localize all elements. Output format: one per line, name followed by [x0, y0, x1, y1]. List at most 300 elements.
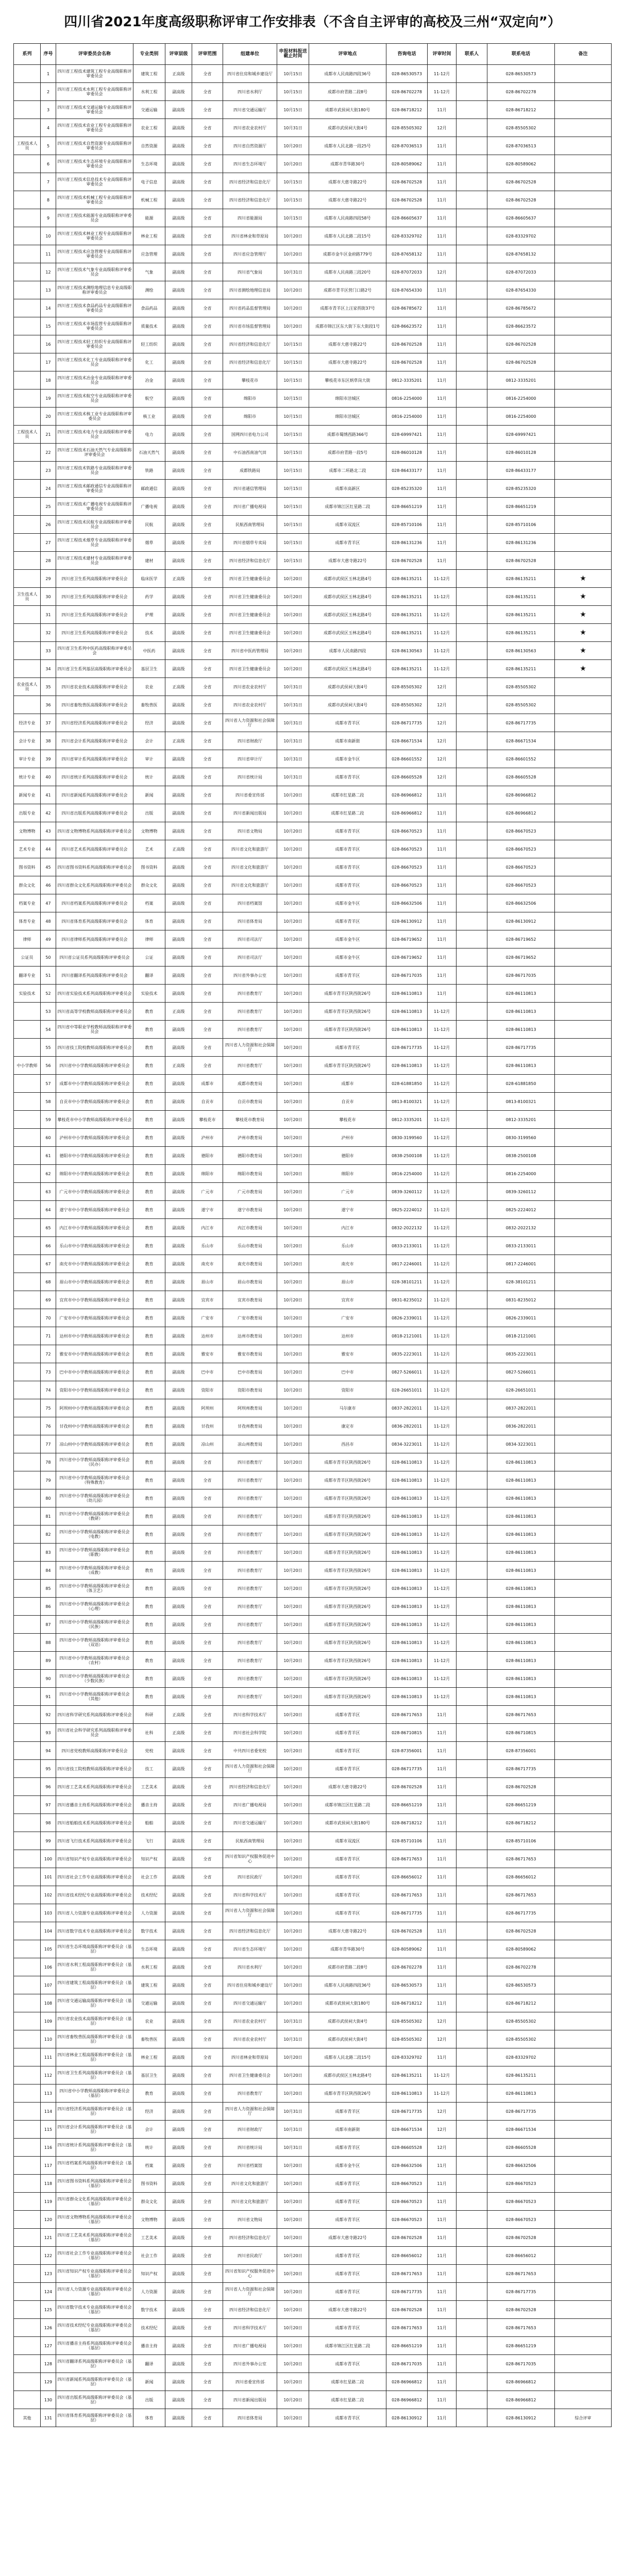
table-cell: 飞行: [133, 1832, 165, 1850]
table-cell: 12月: [428, 2121, 457, 2139]
table-cell: 028-86671534: [487, 732, 555, 750]
table-cell: [555, 1706, 612, 1724]
table-cell: 028-86110813: [386, 1616, 428, 1634]
table-cell: 四川省工程技术生态环境专业高级职称评审委员会: [56, 155, 133, 173]
table-cell: 028-86670523: [487, 840, 555, 858]
table-cell: [555, 335, 612, 353]
table-cell: 10月20日: [277, 1976, 309, 1994]
table-cell: 律师: [133, 930, 165, 948]
table-cell: 全省: [192, 317, 223, 335]
table-cell: 成都市青羊区: [309, 2193, 386, 2211]
table-cell: 028-87658132: [487, 245, 555, 263]
table-cell: [14, 353, 41, 371]
table-cell: [555, 155, 612, 173]
table-cell: 四川省工程技术铁路专业高级职称评审委员会: [56, 462, 133, 480]
table-cell: 028-86717735: [386, 1039, 428, 1057]
table-cell: 成都市青羊区: [309, 822, 386, 840]
table-cell: 雅安市: [309, 1345, 386, 1363]
table-cell: 全省: [192, 1814, 223, 1832]
table-cell: 宜宾市: [192, 1291, 223, 1309]
table-row: [14, 1814, 612, 1832]
table-cell: [457, 1688, 487, 1706]
table-cell: 护理: [133, 606, 165, 624]
table-cell: 成都市武侯祠大街180号: [309, 1814, 386, 1832]
table-cell: 教育: [133, 1345, 165, 1363]
table-cell: 11月: [428, 2355, 457, 2373]
table-cell: 12月: [428, 732, 457, 750]
table-cell: [14, 642, 41, 660]
table-row: [14, 1976, 612, 1994]
table-row: [14, 858, 612, 876]
table-cell: 成都市青羊区陕西街26号: [309, 1021, 386, 1039]
table-cell: 11月: [428, 353, 457, 371]
table-cell: 四川省群众文化系列高级职称评审委员会（基层）: [56, 2193, 133, 2211]
table-cell: 正高级: [165, 840, 192, 858]
table-cell: ★: [555, 570, 612, 588]
table-row: [14, 1381, 612, 1399]
table-cell: [555, 2391, 612, 2409]
table-cell: 028-86135211: [487, 570, 555, 588]
table-cell: [457, 245, 487, 263]
table-cell: 10月20日: [277, 786, 309, 804]
table-cell: [457, 534, 487, 552]
table-cell: 全省: [192, 876, 223, 894]
table-cell: [14, 1778, 41, 1796]
table-row: [14, 480, 612, 498]
table-cell: 数字技术: [133, 1922, 165, 1940]
table-cell: [457, 1526, 487, 1544]
table-cell: 10月20日: [277, 1129, 309, 1147]
table-cell: 科研: [133, 1706, 165, 1724]
table-cell: 028-86718212: [386, 101, 428, 119]
table-cell: 028-86110813: [487, 1526, 555, 1544]
table-cell: 内江市: [192, 1219, 223, 1237]
column-header: 专业类别: [133, 44, 165, 65]
table-cell: [555, 227, 612, 245]
table-cell: 0839-3260112: [386, 1183, 428, 1201]
table-cell: 028-86651219: [487, 2337, 555, 2355]
table-cell: 电力: [133, 426, 165, 444]
table-cell: 成都市青羊区陕西街26号: [309, 1507, 386, 1526]
table-cell: 副高级: [165, 1796, 192, 1814]
table-cell: 四川省财政厅: [223, 732, 277, 750]
table-cell: 四川省出版系列高级职称评审委员会（基层）: [56, 2391, 133, 2409]
table-row: [14, 353, 612, 371]
table-cell: 全省: [192, 642, 223, 660]
table-cell: [14, 534, 41, 552]
table-cell: 全省: [192, 1760, 223, 1778]
table-cell: 成都市高新区: [309, 480, 386, 498]
table-cell: [555, 191, 612, 209]
table-cell: ★: [555, 624, 612, 642]
table-cell: 028-86110813: [386, 1580, 428, 1598]
table-cell: [555, 2012, 612, 2030]
table-cell: [14, 1724, 41, 1742]
table-cell: 17: [41, 353, 56, 371]
table-cell: 12月: [428, 2103, 457, 2121]
table-cell: 四川省工程技术应急管理专业高级职称评审委员会: [56, 245, 133, 263]
table-cell: 10月20日: [277, 2373, 309, 2391]
table-cell: [555, 1489, 612, 1507]
table-cell: 副高级: [165, 2211, 192, 2229]
table-cell: 028-86135211: [386, 588, 428, 606]
table-cell: 0818-2121001: [386, 1327, 428, 1345]
table-cell: 图书资料: [133, 858, 165, 876]
table-cell: 028-86656012: [386, 1868, 428, 1886]
table-cell: [555, 534, 612, 552]
table-cell: 全省: [192, 299, 223, 317]
table-row: [14, 2211, 612, 2229]
table-cell: 副高级: [165, 1994, 192, 2012]
table-cell: 教育: [133, 1381, 165, 1399]
table-cell: 028-83329702: [386, 2048, 428, 2066]
table-row: [14, 948, 612, 967]
table-cell: 11-12月: [428, 2084, 457, 2103]
table-cell: [457, 1021, 487, 1039]
table-cell: 综合评审: [555, 2409, 612, 2427]
table-cell: 10月20日: [277, 624, 309, 642]
table-cell: [555, 1868, 612, 1886]
table-cell: 全省: [192, 2139, 223, 2157]
table-cell: 11-12月: [428, 1489, 457, 1507]
table-cell: [555, 1886, 612, 1904]
table-cell: [555, 1850, 612, 1868]
table-cell: 副高级: [165, 2373, 192, 2391]
table-cell: 成都市金牛区: [309, 930, 386, 948]
table-cell: 四川省档案馆: [223, 894, 277, 912]
table-cell: 成都市: [309, 1075, 386, 1093]
table-cell: 028-86717653: [386, 1706, 428, 1724]
table-cell: 62: [41, 1165, 56, 1183]
table-cell: 98: [41, 1814, 56, 1832]
table-cell: 民航西南管理局: [223, 1832, 277, 1850]
table-cell: 028-86671534: [487, 2121, 555, 2139]
table-row: [14, 2193, 612, 2211]
table-cell: 宜宾市: [309, 1291, 386, 1309]
table-cell: 0817-2246001: [487, 1255, 555, 1273]
table-cell: [555, 1363, 612, 1381]
table-cell: [457, 1471, 487, 1489]
table-cell: 眉山市教育局: [223, 1273, 277, 1291]
table-cell: 028-86717735: [386, 2283, 428, 2301]
table-cell: 10月20日: [277, 840, 309, 858]
table-cell: [14, 335, 41, 353]
table-cell: [457, 750, 487, 768]
table-cell: 自贡市教育局: [223, 1093, 277, 1111]
table-cell: 副高级: [165, 2283, 192, 2301]
table-cell: 成都市武侯祠大街180号: [309, 101, 386, 119]
table-cell: 成都市青羊区: [309, 2409, 386, 2427]
table-cell: 11-12月: [428, 642, 457, 660]
table-cell: 成都市双流区: [309, 1832, 386, 1850]
table-cell: 10月20日: [277, 1724, 309, 1742]
table-cell: 建筑工程: [133, 1976, 165, 1994]
table-cell: 028-86530573: [386, 65, 428, 83]
table-cell: 10月20日: [277, 858, 309, 876]
table-cell: 028-86110813: [386, 1453, 428, 1471]
table-cell: 会计: [133, 732, 165, 750]
table-cell: 自贡市: [309, 1093, 386, 1111]
table-cell: 南充市: [309, 1255, 386, 1273]
table-cell: [555, 1471, 612, 1489]
table-cell: 教育: [133, 1255, 165, 1273]
table-cell: 11-12月: [428, 1309, 457, 1327]
table-cell: 全省: [192, 822, 223, 840]
table-cell: 10月31日: [277, 678, 309, 696]
table-cell: 教育: [133, 1237, 165, 1255]
table-cell: [555, 1904, 612, 1922]
table-row: [14, 1291, 612, 1309]
table-cell: 教育: [133, 1039, 165, 1057]
table-cell: 成都市人民北路二段15号: [309, 2048, 386, 2066]
table-cell: [14, 2103, 41, 2121]
table-cell: 四川省教育厅: [223, 1507, 277, 1526]
table-cell: 028-86110813: [386, 1670, 428, 1688]
table-cell: 75: [41, 1399, 56, 1417]
table-body: [14, 65, 612, 2427]
table-cell: 028-86702528: [487, 173, 555, 191]
table-cell: 成都市武侯区玉林北路4号: [309, 570, 386, 588]
table-cell: [14, 1399, 41, 1417]
table-cell: [457, 498, 487, 516]
table-cell: 四川省体育系列高级职称评审委员会: [56, 912, 133, 930]
table-cell: 10月20日: [277, 1345, 309, 1363]
table-cell: [555, 2355, 612, 2373]
table-row: [14, 2103, 612, 2121]
column-header: 评审时间: [428, 44, 457, 65]
table-cell: 11月: [428, 209, 457, 227]
table-cell: 四川省教育厅: [223, 1471, 277, 1489]
table-cell: 10月20日: [277, 1796, 309, 1814]
table-cell: 成都市武侯祠大街4号: [309, 2012, 386, 2030]
table-cell: 028-86670523: [487, 2211, 555, 2229]
table-cell: 成都市青羊区: [309, 2319, 386, 2337]
table-cell: [457, 299, 487, 317]
table-cell: [14, 2319, 41, 2337]
table-row: [14, 606, 612, 624]
table-row: [14, 786, 612, 804]
table-cell: 028-86966812: [487, 2373, 555, 2391]
table-cell: [555, 1129, 612, 1147]
table-cell: [457, 642, 487, 660]
table-cell: [555, 1453, 612, 1471]
table-cell: 10月20日: [277, 1219, 309, 1237]
table-cell: 11月: [428, 245, 457, 263]
table-cell: 广元市: [192, 1183, 223, 1201]
table-cell: 028-85505302: [386, 696, 428, 714]
table-cell: 028-86717653: [386, 1886, 428, 1904]
table-cell: 四川省社会科学研究系列高级职称评审委员会: [56, 1724, 133, 1742]
table-cell: 12月: [428, 750, 457, 768]
table-cell: 0839-3260112: [487, 1183, 555, 1201]
table-cell: [555, 1616, 612, 1634]
table-cell: 11月: [428, 534, 457, 552]
table-cell: [457, 894, 487, 912]
table-cell: 四川省经济系列高级职称评审委员会: [56, 714, 133, 732]
table-cell: 028-83329702: [487, 2048, 555, 2066]
table-cell: 028-86110813: [487, 1544, 555, 1562]
table-cell: [14, 480, 41, 498]
table-cell: 028-86670523: [487, 876, 555, 894]
table-cell: 副高级: [165, 1291, 192, 1309]
table-cell: 90: [41, 1670, 56, 1688]
table-cell: 11-12月: [428, 1021, 457, 1039]
table-cell: 028-86671534: [386, 2121, 428, 2139]
table-cell: 028-86702528: [487, 335, 555, 353]
table-cell: 教育: [133, 1129, 165, 1147]
table-cell: 028-86717735: [487, 1760, 555, 1778]
table-cell: [555, 1976, 612, 1994]
table-cell: 10月20日: [277, 1904, 309, 1922]
table-cell: [457, 1814, 487, 1832]
table-cell: [457, 1273, 487, 1291]
table-cell: 11-12月: [428, 1634, 457, 1652]
table-cell: 成都市青羊区: [309, 858, 386, 876]
table-cell: [555, 1327, 612, 1345]
table-row: [14, 714, 612, 732]
table-cell: 028-86135211: [487, 2066, 555, 2084]
table-cell: 31: [41, 606, 56, 624]
table-cell: [457, 1399, 487, 1417]
table-cell: 成都市青羊区陕西街26号: [309, 1526, 386, 1544]
table-cell: 四川省经济和信息化厅: [223, 2229, 277, 2247]
table-cell: 副高级: [165, 1562, 192, 1580]
table-cell: 四川省教育厅: [223, 1562, 277, 1580]
table-cell: 四川省交通运输厅: [223, 1994, 277, 2012]
table-cell: 审计专业: [14, 750, 41, 768]
table-cell: 副高级: [165, 209, 192, 227]
table-cell: 达州市: [309, 1327, 386, 1345]
table-cell: 群众文化: [133, 2193, 165, 2211]
table-cell: 生态环境: [133, 155, 165, 173]
table-cell: 四川省工程技术轻工纺织专业高级职称评审委员会: [56, 335, 133, 353]
table-row: [14, 263, 612, 281]
table-cell: [555, 1399, 612, 1417]
table-cell: 四川省农业农村厅: [223, 2030, 277, 2048]
table-cell: 10月15日: [277, 480, 309, 498]
table-cell: 雅安市中小学教师高级职称评审委员会: [56, 1345, 133, 1363]
table-row: [14, 444, 612, 462]
table-row: [14, 83, 612, 101]
table-cell: 社会工作: [133, 1868, 165, 1886]
table-cell: 成都市青羊区陕西街26号: [309, 2084, 386, 2103]
table-cell: 攀枝花市: [192, 1111, 223, 1129]
table-cell: [555, 1634, 612, 1652]
table-cell: 028-86135211: [386, 2066, 428, 2084]
table-cell: 10月20日: [277, 894, 309, 912]
table-cell: [14, 2139, 41, 2157]
table-cell: [555, 1039, 612, 1057]
table-cell: 028-86110813: [386, 1489, 428, 1507]
table-cell: 乐山市中小学教师高级职称评审委员会: [56, 1237, 133, 1255]
table-cell: 11-12月: [428, 1039, 457, 1057]
table-cell: 副高级: [165, 1940, 192, 1958]
table-cell: 马尔康市: [309, 1399, 386, 1417]
table-row: [14, 498, 612, 516]
table-cell: 028-86110813: [487, 2084, 555, 2103]
table-cell: 成都市蜀绣西路366号: [309, 426, 386, 444]
table-cell: 全省: [192, 2048, 223, 2066]
table-cell: 全省: [192, 750, 223, 768]
table-cell: 副高级: [165, 2193, 192, 2211]
table-cell: 四川省知识产权服务促进中心: [223, 1850, 277, 1868]
table-cell: 副高级: [165, 2319, 192, 2337]
table-cell: 广安市: [192, 1309, 223, 1327]
table-cell: 烟草: [133, 534, 165, 552]
table-row: [14, 173, 612, 191]
table-cell: [14, 1129, 41, 1147]
table-row: [14, 1778, 612, 1796]
table-cell: [14, 2012, 41, 2030]
table-cell: 108: [41, 1994, 56, 2012]
table-row: [14, 462, 612, 480]
table-cell: 成都市府青路二段8号: [309, 83, 386, 101]
table-cell: [14, 1616, 41, 1634]
table-cell: [457, 2265, 487, 2283]
table-cell: 全省: [192, 985, 223, 1003]
table-cell: 全省: [192, 119, 223, 137]
table-cell: 攀枝花市中小学教师高级职称评审委员会: [56, 1111, 133, 1129]
table-cell: 028-86670523: [386, 840, 428, 858]
table-cell: 028-80589062: [487, 1940, 555, 1958]
table-cell: 028-86605528: [386, 768, 428, 786]
table-cell: 028-86135211: [386, 606, 428, 624]
table-cell: [14, 1435, 41, 1453]
table-cell: 副高级: [165, 1868, 192, 1886]
table-row: [14, 2391, 612, 2409]
table-cell: 10月20日: [277, 1111, 309, 1129]
table-cell: [14, 371, 41, 389]
table-cell: 10月20日: [277, 2193, 309, 2211]
table-cell: 体育专业: [14, 912, 41, 930]
table-cell: 39: [41, 750, 56, 768]
table-cell: 攀枝花市教育局: [223, 1111, 277, 1129]
table-cell: [457, 516, 487, 534]
table-cell: 028-86966812: [386, 2373, 428, 2391]
table-cell: 12: [41, 263, 56, 281]
table-cell: 成都市青羊区: [309, 967, 386, 985]
table-cell: [457, 1958, 487, 1976]
table-cell: 四川省公证员系列高级职称评审委员会: [56, 948, 133, 967]
table-cell: 四川省外事办公室: [223, 2355, 277, 2373]
table-cell: 10月20日: [277, 1778, 309, 1796]
table-cell: 99: [41, 1832, 56, 1850]
table-cell: 028-86010128: [386, 444, 428, 462]
table-cell: 10月20日: [277, 1183, 309, 1201]
table-cell: 交通运输: [133, 101, 165, 119]
table-cell: 10月20日: [277, 948, 309, 967]
table-cell: [457, 2121, 487, 2139]
table-cell: 经济: [133, 714, 165, 732]
table-cell: 成都市: [192, 1075, 223, 1093]
table-cell: 10月20日: [277, 1417, 309, 1435]
table-cell: 11-12月: [428, 1255, 457, 1273]
table-cell: 成都市青华路30号: [309, 1940, 386, 1958]
table-cell: 副高级: [165, 714, 192, 732]
table-row: [14, 732, 612, 750]
table-cell: 全省: [192, 2229, 223, 2247]
table-cell: 77: [41, 1435, 56, 1453]
table-cell: 12月: [428, 119, 457, 137]
table-cell: 四川省农业技术高级职称评审委员会（基层）: [56, 2012, 133, 2030]
table-cell: 副高级: [165, 2103, 192, 2121]
table-cell: 成都市武侯祠大街4号: [309, 119, 386, 137]
table-cell: 028-86110813: [386, 985, 428, 1003]
table-cell: 成都市中小学教师高级职称评审委员会: [56, 1075, 133, 1093]
table-cell: [457, 263, 487, 281]
column-header: 咨询电话: [386, 44, 428, 65]
table-cell: 11月: [428, 101, 457, 119]
